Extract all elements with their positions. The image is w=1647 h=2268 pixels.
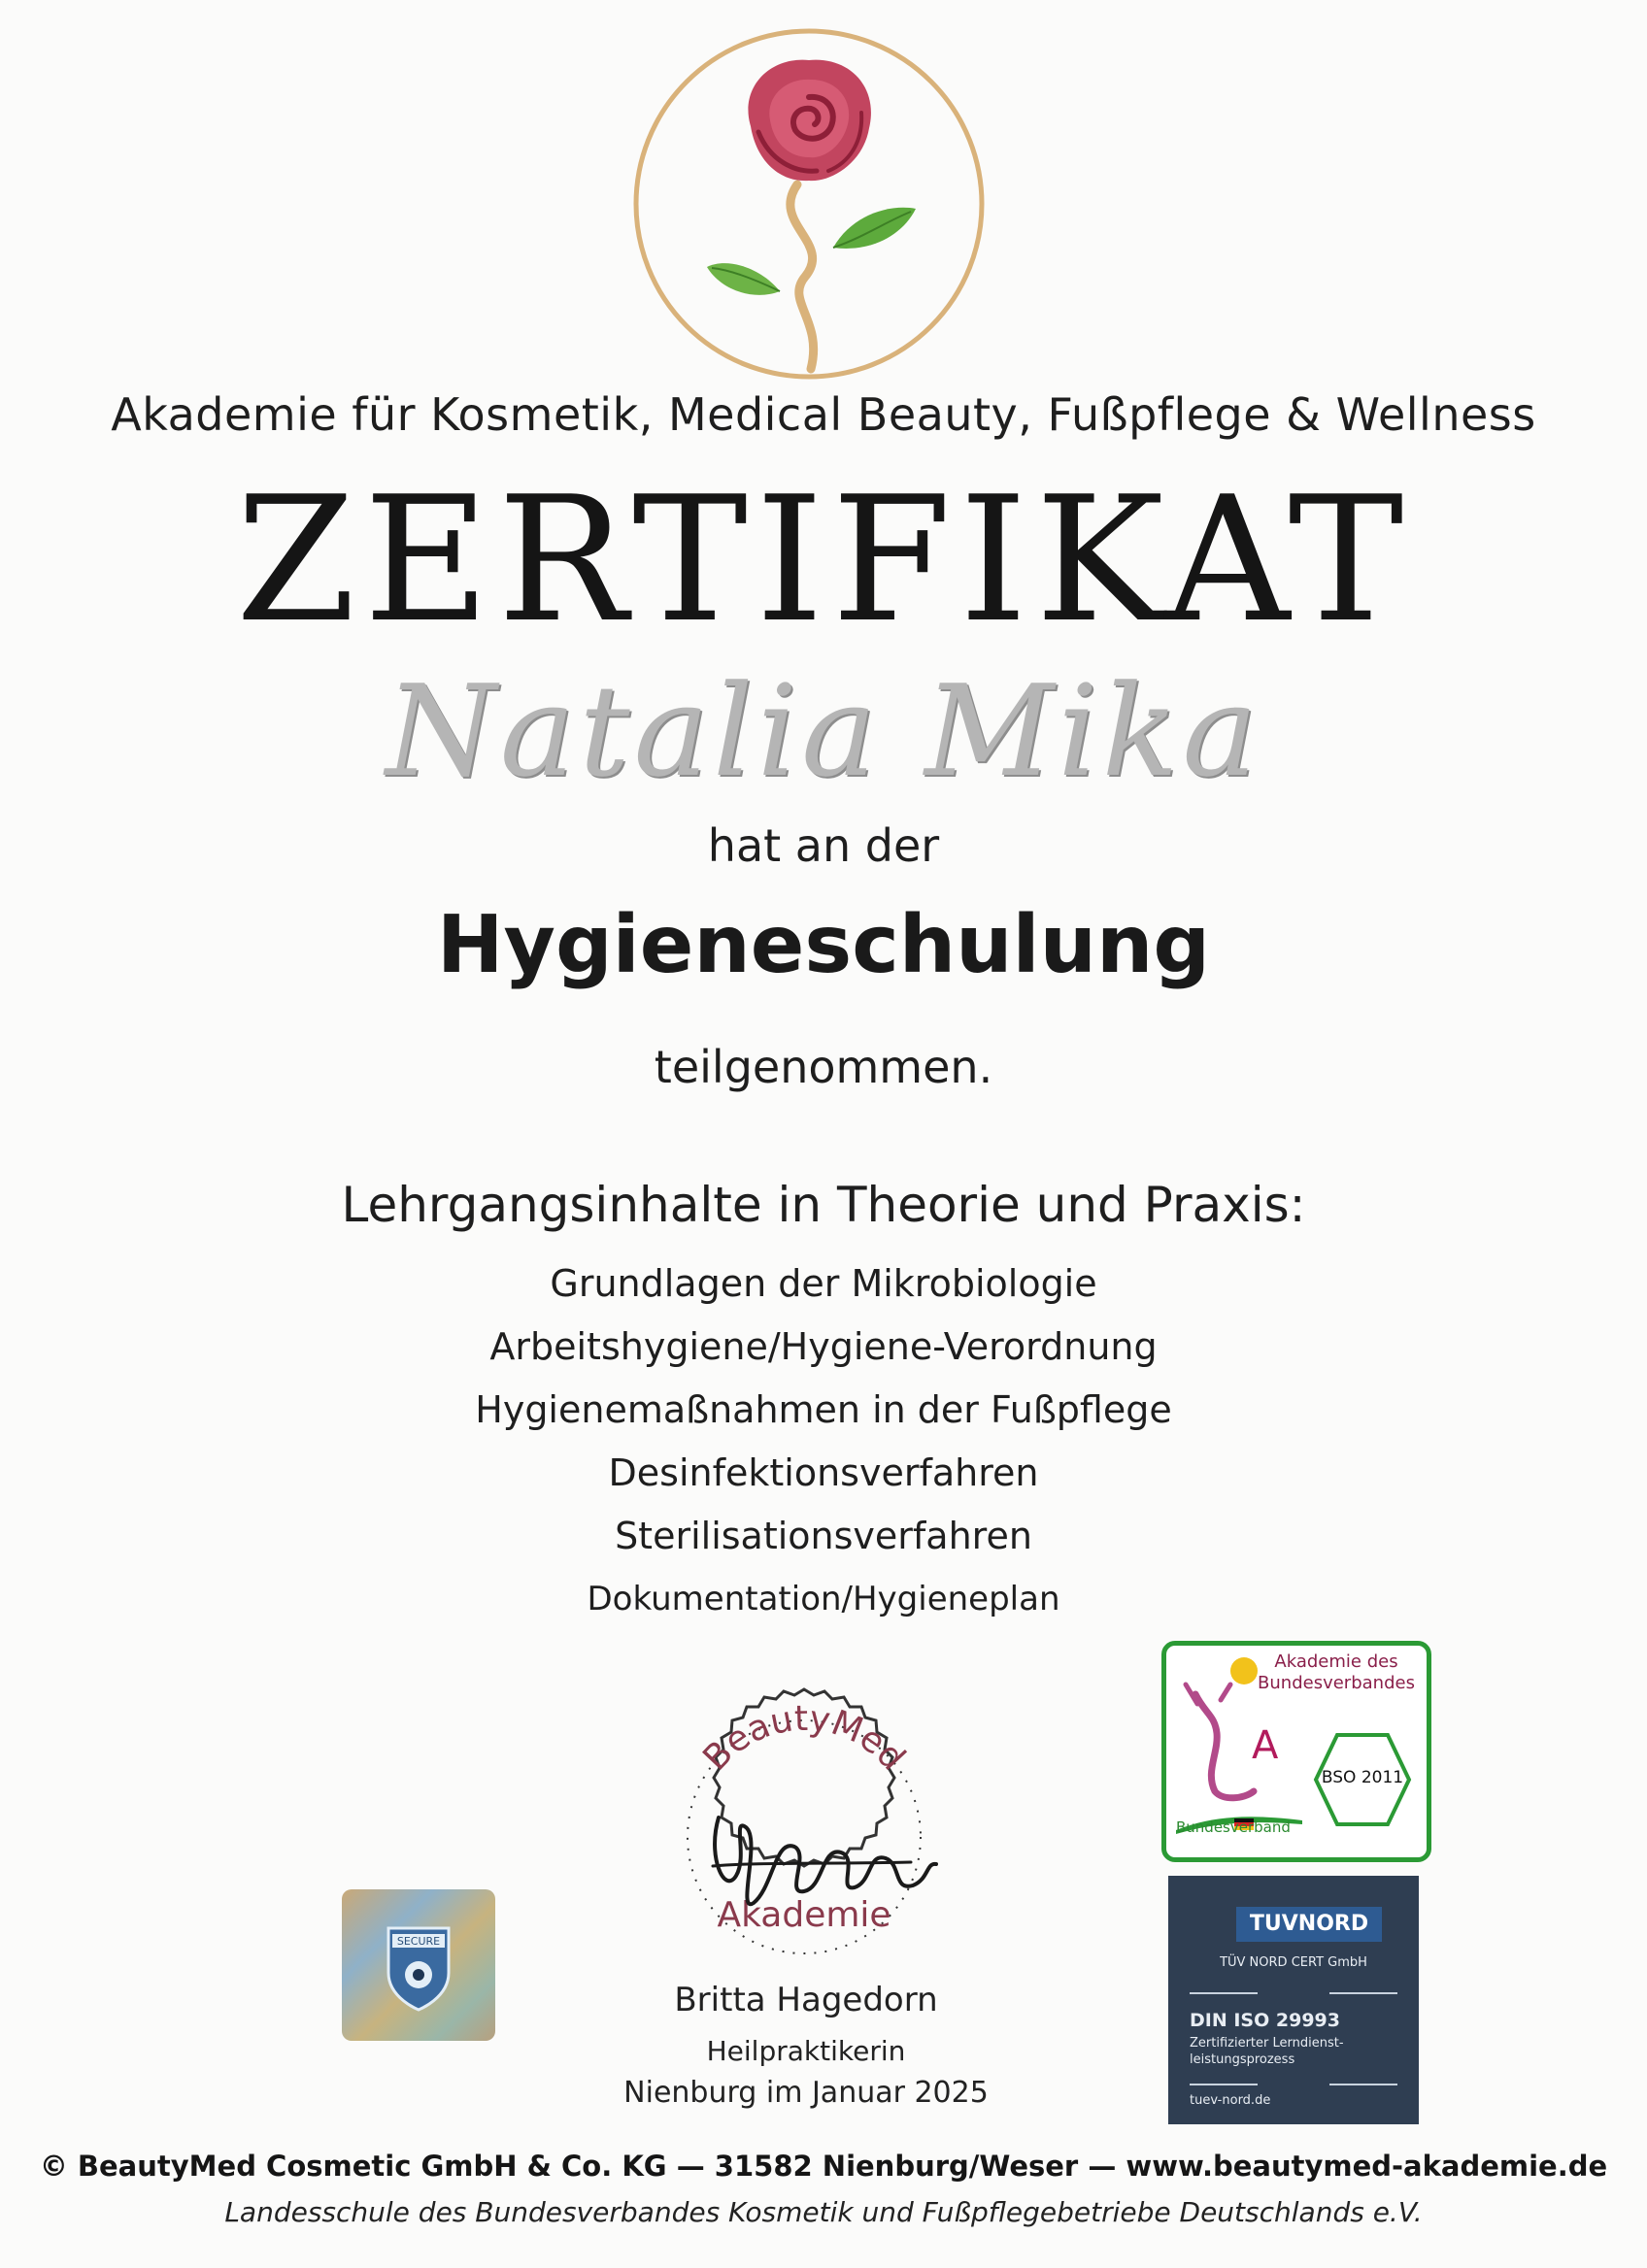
contents-list — [0, 1252, 1647, 1631]
place-date: Nienburg im Januar 2025 — [623, 2076, 989, 2110]
list-item: Hygienemaßnahmen in der Fußpflege — [475, 1388, 1172, 1431]
verband-letter: A — [1252, 1723, 1279, 1768]
security-hologram-icon — [342, 1889, 495, 2041]
verband-title: Akademie des Bundesverbandes — [1258, 1651, 1415, 1693]
list-item: Desinfektionsverfahren — [608, 1451, 1039, 1494]
tuv-nord-badge — [1168, 1876, 1419, 2124]
tuv-url: tuev-nord.de — [1190, 2093, 1271, 2108]
list-item: Arbeitshygiene/Hygiene-Verordnung — [489, 1325, 1158, 1368]
rose-logo-icon — [624, 19, 993, 388]
divider — [1190, 1992, 1258, 1994]
recipient-name: Natalia Mika — [386, 657, 1261, 805]
signatory-name: Britta Hagedorn — [674, 1981, 938, 2019]
dancer-icon — [1176, 1655, 1263, 1820]
list-item: Sterilisationsverfahren — [615, 1515, 1032, 1557]
divider — [1190, 2084, 1258, 2085]
seal-top-text: BeautyMed — [695, 1698, 913, 1779]
svg-text:BeautyMed — [695, 1699, 912, 1779]
certificate-title: ZERTIFIKAT — [235, 459, 1412, 660]
footer-note: Landesschule des Bundesverbandes Kosmetik und Fußpflegebetriebe Deutschlands e.V. — [224, 2196, 1423, 2228]
tuv-standard: DIN ISO 29993 — [1190, 2010, 1340, 2031]
participation-text: teilgenommen. — [654, 1041, 993, 1093]
tuv-brand: TUVNORD — [1236, 1907, 1382, 1942]
footer-company: © BeautyMed Cosmetic GmbH & Co. KG — 31582 Nienburg/Weser — www.beautymed-akademie.de — [39, 2150, 1608, 2183]
tuv-subtitle: TÜV NORD CERT GmbH — [1220, 1955, 1367, 1970]
tuv-description: Zertifizierter Lerndienst-leistungsprozess — [1190, 2036, 1344, 2067]
academy-tagline: Akademie für Kosmetik, Medical Beauty, Fußpflege & Wellness — [111, 388, 1536, 441]
divider — [1329, 1992, 1397, 1994]
intro-text: hat an der — [707, 819, 940, 872]
list-item: Grundlagen der Mikrobiologie — [550, 1262, 1097, 1305]
round-stamp-icon — [639, 1672, 969, 2002]
list-item: Dokumentation/Hygieneplan — [587, 1580, 1060, 1618]
bso-label: BSO 2011 — [1321, 1768, 1404, 1787]
course-title: Hygieneschulung — [436, 899, 1211, 991]
seal-bottom-text: Akademie — [717, 1895, 891, 1935]
contents-heading: Lehrgangsinhalte in Theorie und Praxis: — [341, 1177, 1306, 1233]
bundesverband-badge — [1161, 1641, 1431, 1862]
signatory-role: Heilpraktikerin — [706, 2035, 906, 2067]
hologram-label: SECURE — [396, 1935, 441, 1948]
verband-label: Bundesverband — [1176, 1818, 1291, 1836]
divider — [1329, 2084, 1397, 2085]
